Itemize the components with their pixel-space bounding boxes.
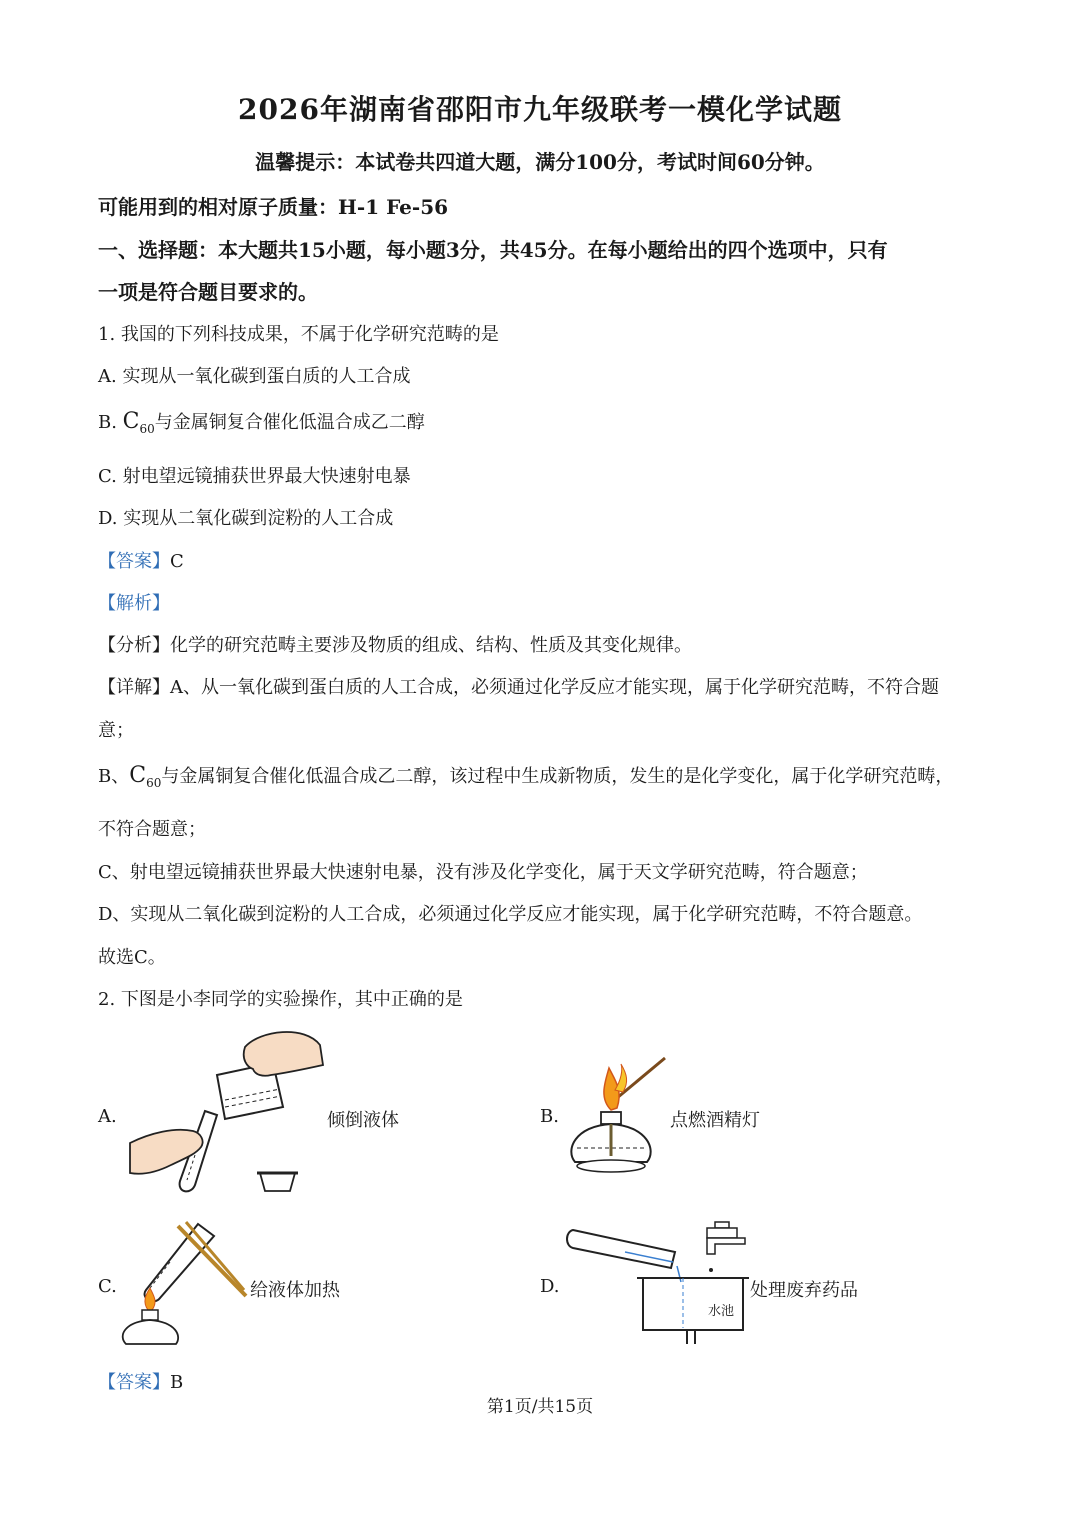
q2-label-b: B. [540, 1106, 559, 1127]
alcohol-lamp-figure [565, 1050, 675, 1178]
answer-tag-q2: 【答案】 [98, 1372, 170, 1393]
caption-heating: 给液体加热 [250, 1280, 340, 1301]
pool-label: 水池 [708, 1304, 735, 1319]
q2-label-c: C. [98, 1276, 117, 1297]
formula-c60-detail [129, 763, 161, 788]
q1-fenxi [98, 631, 692, 657]
fenxi-tag: 【分析】 [98, 635, 170, 656]
q2-stem: 2. 下图是小李同学的实验操作，其中正确的是 [98, 989, 463, 1010]
atomic-mass: 可能用到的相对原子质量：H-1 Fe-56 [98, 195, 449, 219]
q1-stem: 1. 我国的下列科技成果，不属于化学研究范畴的是 [98, 324, 499, 345]
heating-liquid-figure [120, 1218, 250, 1350]
option-b-prefix: B. [98, 412, 123, 433]
detail-b-text: 与金属铜复合催化低温合成乙二醇，该过程中生成新物质，发生的是化学变化，属于化学研究范畴， [161, 766, 954, 787]
detail-b-prefix: B、 [98, 766, 130, 787]
section1-heading-line2: 一项是符合题目要求的。 [98, 280, 318, 304]
answer-value-q2: B [170, 1372, 184, 1393]
detail-tag: 【详解】 [98, 677, 170, 698]
q2-label-d: D. [540, 1276, 560, 1297]
q1-detail-a-cont: 意； [98, 720, 134, 741]
q1-detail-d: D、实现从二氧化碳到淀粉的人工合成，必须通过化学反应才能实现，属于化学研究范畴，不符合题意。 [98, 904, 923, 925]
q1-option-a: A. 实现从一氧化碳到蛋白质的人工合成 [98, 366, 411, 387]
option-b-text: 与金属铜复合催化低温合成乙二醇 [154, 412, 425, 433]
caption-disposal: 处理废弃药品 [750, 1280, 858, 1301]
section1-heading-line1: 一、选择题：本大题共15小题，每小题3分，共45分。在每小题给出的四个选项中，只有 [98, 238, 888, 262]
formula-subscript: 60 [139, 422, 155, 436]
waste-disposal-figure [565, 1218, 755, 1348]
formula-element: C [122, 409, 140, 434]
formula-element-detail: C [129, 763, 147, 788]
q1-analysis-tag [98, 589, 170, 615]
page-footer: 第1页/共15页 [486, 1397, 594, 1417]
analysis-tag: 【解析】 [98, 593, 170, 614]
formula-c60 [123, 409, 155, 434]
formula-subscript-detail: 60 [146, 776, 162, 790]
answer-value: C [170, 551, 184, 572]
q2-label-a: A. [98, 1106, 117, 1127]
q1-option-c: C. 射电望远镜捕获世界最大快速射电暴 [98, 466, 411, 487]
q1-detail-b-cont: 不符合题意； [98, 819, 206, 840]
detail-a-text: A、从一氧化碳到蛋白质的人工合成，必须通过化学反应才能实现，属于化学研究范畴，不符合题 [170, 677, 939, 698]
answer-tag: 【答案】 [98, 551, 170, 572]
caption-lighting: 点燃酒精灯 [670, 1110, 760, 1131]
q1-option-d: D. 实现从二氧化碳到淀粉的人工合成 [98, 508, 394, 529]
fenxi-text: 化学的研究范畴主要涉及物质的组成、结构、性质及其变化规律。 [170, 635, 692, 656]
page-title: 2026年湖南省邵阳市九年级联考一模化学试题 [238, 93, 842, 126]
pouring-liquid-figure [125, 1025, 335, 1205]
q1-option-b [98, 408, 425, 436]
q1-detail-c: C、射电望远镜捕获世界最大快速射电暴，没有涉及化学变化，属于天文学研究范畴，符合题意； [98, 862, 868, 883]
q1-conclusion: 故选C。 [98, 947, 166, 968]
q2-answer [98, 1368, 183, 1394]
exam-tip: 温馨提示：本试卷共四道大题，满分100分，考试时间60分钟。 [255, 150, 825, 174]
q1-answer [98, 547, 184, 573]
q1-detail-a [98, 673, 939, 699]
caption-pouring: 倾倒液体 [327, 1110, 399, 1131]
q1-detail-b [98, 762, 953, 790]
